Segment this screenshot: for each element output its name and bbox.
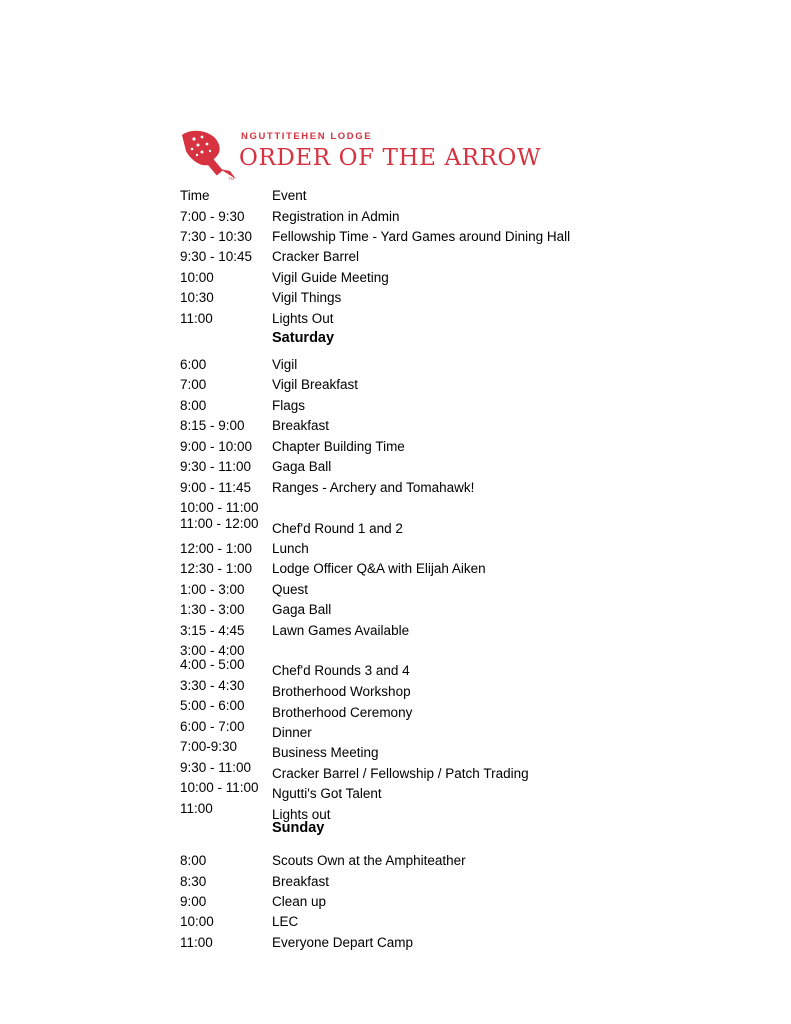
saturday-item-time: 9:00 - 11:45 [180,480,252,495]
organization-title: ORDER OF THE ARROW [239,145,542,171]
sunday-item-time: 9:00 [180,894,207,909]
saturday-item-event: Chef'd Round 1 and 2 [272,521,403,536]
friday-item-time: 7:00 - 9:30 [180,209,245,224]
saturday-item-time: 7:00 [180,377,207,392]
svg-text:TM: TM [228,176,234,181]
arrowhead-logo-icon [180,127,238,181]
saturday-item-time: 6:00 [180,357,207,372]
saturday-item-event: Business Meeting [272,745,379,760]
sunday-item-time: 8:30 [180,874,207,889]
saturday-item-event: Dinner [272,725,312,740]
time-column-header: Time [180,188,210,203]
lodge-header [180,127,540,181]
saturday-item-time: 3:00 - 4:00 [180,643,245,658]
saturday-item-time: 3:30 - 4:30 [180,678,245,693]
friday-item-event: Lights Out [272,311,334,326]
saturday-item-time: 1:00 - 3:00 [180,582,245,597]
saturday-item-time: 9:00 - 10:00 [180,439,253,454]
friday-item-time: 10:00 [180,270,214,285]
saturday-item-event: Chapter Building Time [272,439,405,454]
saturday-item-event: Gaga Ball [272,459,332,474]
friday-item-time: 7:30 - 10:30 [180,229,253,244]
saturday-item-event: Ngutti's Got Talent [272,786,382,801]
saturday-item-time: 9:30 - 11:00 [180,459,252,474]
sunday-item-event: LEC [272,914,299,929]
saturday-item-time: 6:00 - 7:00 [180,719,245,734]
saturday-heading: Saturday [272,330,335,346]
saturday-item-event: Flags [272,398,306,413]
saturday-item-time: 12:00 - 1:00 [180,541,253,556]
saturday-item-time: 4:00 - 5:00 [180,657,245,672]
friday-item-event: Vigil Things [272,290,342,305]
saturday-item-time: 11:00 - 12:00 [180,516,259,531]
saturday-item-time: 11:00 [180,801,213,816]
saturday-item-event: Lodge Officer Q&A with Elijah Aiken [272,561,486,576]
saturday-item-time: 7:00-9:30 [180,739,238,754]
sunday-item-time: 10:00 [180,914,214,929]
saturday-item-time: 8:00 [180,398,207,413]
saturday-item-time: 10:00 - 11:00 [180,500,259,515]
saturday-item-event: Chef'd Rounds 3 and 4 [272,663,410,678]
sunday-item-time: 11:00 [180,935,213,950]
friday-item-event: Registration in Admin [272,209,400,224]
saturday-item-event: Cracker Barrel / Fellowship / Patch Trading [272,766,529,781]
saturday-item-event: Vigil [272,357,298,372]
saturday-item-event: Vigil Breakfast [272,377,359,392]
saturday-item-event: Lunch [272,541,309,556]
friday-item-time: 9:30 - 10:45 [180,249,253,264]
saturday-item-time: 10:00 - 11:00 [180,780,259,795]
sunday-item-event: Everyone Depart Camp [272,935,414,950]
saturday-item-time: 12:30 - 1:00 [180,561,253,576]
sunday-item-time: 8:00 [180,853,207,868]
sunday-item-event: Clean up [272,894,327,909]
saturday-item-event: Lawn Games Available [272,623,410,638]
saturday-item-event: Quest [272,582,309,597]
saturday-item-event: Gaga Ball [272,602,332,617]
friday-item-event: Vigil Guide Meeting [272,270,389,285]
friday-item-time: 10:30 [180,290,214,305]
friday-item-time: 11:00 [180,311,213,326]
saturday-item-time: 3:15 - 4:45 [180,623,245,638]
sunday-item-event: Breakfast [272,874,330,889]
saturday-item-time: 8:15 - 9:00 [180,418,245,433]
saturday-item-event: Brotherhood Workshop [272,684,411,699]
lodge-name: NGUTTITEHEN LODGE [241,131,373,142]
saturday-item-time: 5:00 - 6:00 [180,698,245,713]
friday-item-event: Cracker Barrel [272,249,360,264]
friday-item-event: Fellowship Time - Yard Games around Dining Hall [272,229,571,244]
event-column-header: Event [272,188,307,203]
sunday-heading: Sunday [272,820,325,836]
saturday-item-time: 1:30 - 3:00 [180,602,245,617]
saturday-item-event: Lights out [272,807,331,822]
saturday-item-time: 9:30 - 11:00 [180,760,252,775]
saturday-item-event: Ranges - Archery and Tomahawk! [272,480,475,495]
saturday-item-event: Breakfast [272,418,330,433]
sunday-item-event: Scouts Own at the Amphiteather [272,853,466,868]
saturday-item-event: Brotherhood Ceremony [272,705,413,720]
